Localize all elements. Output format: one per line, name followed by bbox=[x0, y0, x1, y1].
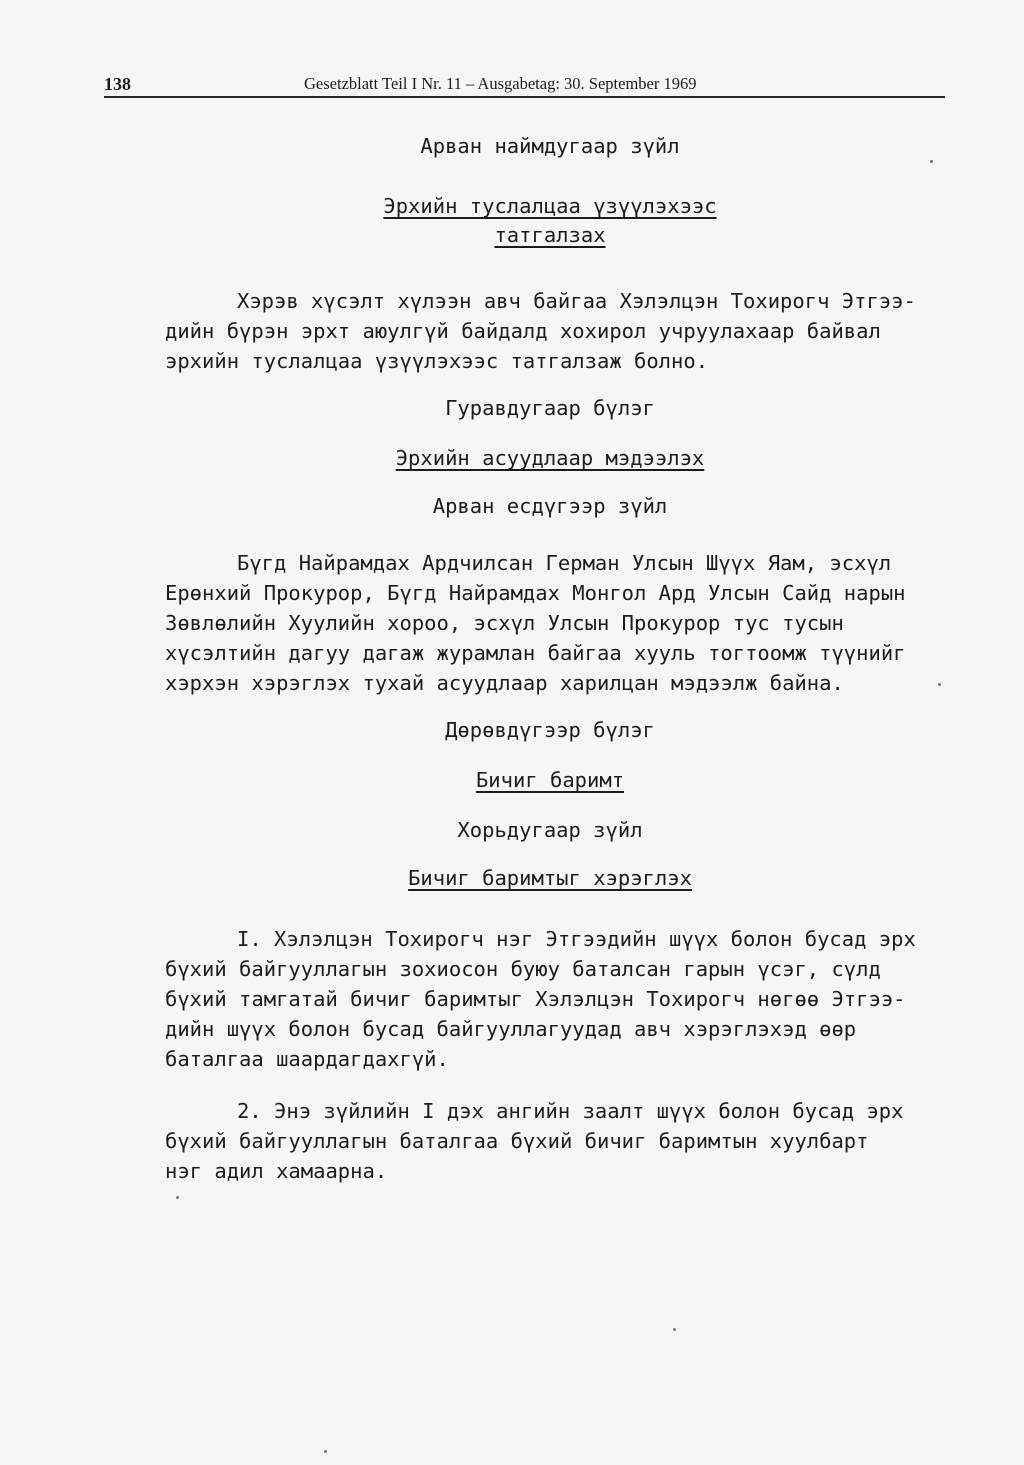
header-rule bbox=[104, 96, 945, 98]
chapter-3-title: Эрхийн асуудлаар мэдээлэх bbox=[395, 446, 705, 470]
article-20-clause-1 bbox=[165, 924, 916, 1074]
gazette-title: Gesetzblatt Teil I Nr. 11 – Ausgabetag: 30. September 1969 bbox=[304, 74, 697, 93]
paragraph-line: эрхийн туслалцаа үзүүлэхээс татгалзаж болно. bbox=[165, 349, 709, 373]
chapter-3-heading: Гуравдугаар бүлэг bbox=[445, 396, 655, 420]
scan-speck bbox=[930, 160, 933, 163]
paragraph-line: баталгаа шаардагдахгүй. bbox=[165, 1047, 449, 1071]
paragraph-line: бүхий байгууллагын зохиосон буюу баталсан гарын үсэг, сүлд bbox=[165, 957, 881, 981]
paragraph-line: Ерөнхий Прокурор, Бүгд Найрамдах Монгол Ард Улсын Сайд нарын bbox=[165, 581, 906, 605]
scan-speck bbox=[938, 683, 941, 686]
paragraph-line: хүсэлтийн дагуу дагаж журамлан байгаа хууль тогтоомж түүнийг bbox=[165, 641, 906, 665]
article-19-heading: Арван есдүгээр зүйл bbox=[432, 494, 668, 518]
scan-speck bbox=[324, 1450, 327, 1453]
page-header bbox=[104, 72, 944, 98]
paragraph-line: бүхий тамгатай бичиг баримтыг Хэлэлцэн Тохирогч нөгөө Этгээ- bbox=[165, 987, 906, 1011]
paragraph-line: Бүгд Найрамдах Ардчилсан Герман Улсын Шүүх Яам, эсхүл bbox=[237, 551, 892, 575]
paragraph-line: I. Хэлэлцэн Тохирогч нэг Этгээдийн шүүх болон бусад эрх bbox=[237, 927, 916, 951]
paragraph-line: дийн бүрэн эрхт аюулгүй байдалд хохирол учруулахаар байвал bbox=[165, 319, 881, 343]
paragraph-line: нэг адил хамаарна. bbox=[165, 1159, 388, 1183]
article-18-heading: Арван наймдугаар зүйл bbox=[420, 134, 680, 158]
article-18-title-line-2: татгалзах bbox=[494, 223, 606, 247]
article-20-title: Бичиг баримтыг хэрэглэх bbox=[408, 866, 692, 890]
paragraph-line: бүхий байгууллагын баталгаа бүхий бичиг баримтын хуулбарт bbox=[165, 1129, 869, 1153]
chapter-4-title: Бичиг баримт bbox=[475, 768, 625, 792]
paragraph-line: хэрхэн хэрэглэх тухай асуудлаар харилцан мэдээлж байна. bbox=[165, 671, 844, 695]
article-18-title-line-1: Эрхийн туслалцаа үзүүлэхээс bbox=[383, 194, 717, 218]
scan-speck bbox=[673, 1328, 676, 1331]
scan-speck bbox=[176, 1196, 179, 1199]
article-19-paragraph bbox=[165, 548, 905, 698]
article-20-heading: Хорьдугаар зүйл bbox=[457, 818, 643, 842]
article-20-clause-2 bbox=[165, 1096, 905, 1186]
chapter-4-heading: Дөрөвдүгээр бүлэг bbox=[445, 718, 655, 742]
page-number: 138 bbox=[104, 74, 131, 94]
paragraph-line: 2. Энэ зүйлийн I дэх ангийн заалт шүүх болон бусад эрх bbox=[237, 1099, 904, 1123]
paragraph-line: Хэрэв хүсэлт хүлээн авч байгаа Хэлэлцэн Тохирогч Этгээ- bbox=[237, 289, 916, 313]
article-18-paragraph bbox=[165, 286, 916, 376]
paragraph-line: дийн шүүх болон бусад байгууллагуудад авч хэрэглэхэд өөр bbox=[165, 1017, 857, 1041]
paragraph-line: Зөвлөлийн Хуулийн хороо, эсхүл Улсын Прокурор тус тусын bbox=[165, 611, 844, 635]
